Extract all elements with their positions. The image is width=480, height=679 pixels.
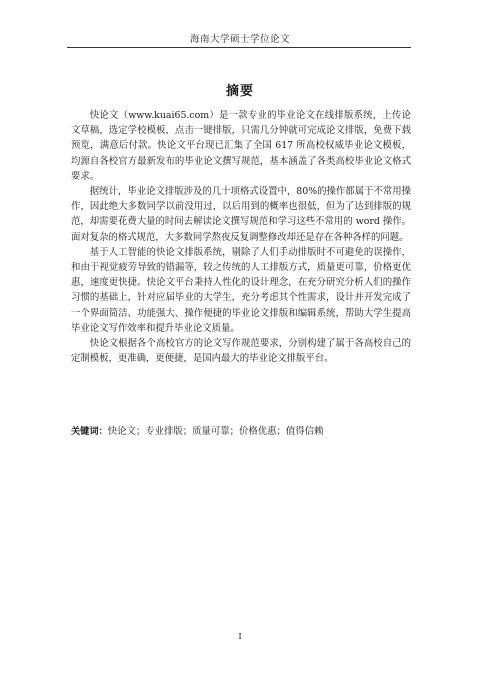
abstract-paragraph-1: 快论文（www.kuai65.com）是一款专业的毕业论文在线排版系统，上传论文草稿，选定学校模板，点击一键排版，只需几分钟就可完成论文排版，免费下载预览，满意后付款。快论文平台现已汇集了全国 617 所高校权威毕业论文模板，均源自各校官方最新发布的毕业论文撰写规范，基本涵盖了各类高校毕业论文格式要求。 (71, 110, 411, 182)
header-rule (67, 47, 411, 48)
running-header: 海南大学硕士学位论文 (189, 34, 290, 45)
abstract-body (71, 108, 411, 366)
keywords-label: 关键词： (71, 426, 108, 437)
page-number: I (238, 632, 242, 642)
keywords-line (71, 424, 411, 439)
keywords-list: 快论文；专业排版；质量可靠；价格优惠；值得信赖 (107, 426, 324, 437)
abstract-title: 摘要 (225, 84, 254, 99)
abstract-paragraph-2: 据统计，毕业论文排版涉及的几十项格式设置中，80%的操作都属于不常用操作，因此绝大多数同学以前没用过，以后用到的概率也很低，但为了达到排版的规范，却需要花费大量的时间去解读论文撰写规范和学习这些不常用的 word 操作。面对复杂的格式规范，大多数同学熬夜反复调整修改却还是存在各种各样的问题。 (71, 186, 411, 243)
abstract-paragraph-4: 快论文根据各个高校官方的论文写作规范要求，分别构建了属于各高校自己的定制模板，更准确，更便捷，是国内最大的毕业论文排版平台。 (71, 338, 411, 365)
abstract-paragraph-3: 基于人工智能的快论文排版系统，剔除了人们手动排版时不可避免的误操作，和由于视觉疲劳导致的错漏等，较之传统的人工排版方式，质量更可靠，价格更优惠，速度更快捷。快论文平台秉持人性化的设计理念，在充分研究分析人们的操作习惯的基础上，针对应届毕业的大学生，充分考虑其个性需求，设计并开发完成了一个界面简洁、功能强大、操作便捷的毕业论文排版和编辑系统，帮助大学生提高毕业论文写作效率和提升毕业论文质量。 (71, 246, 411, 334)
